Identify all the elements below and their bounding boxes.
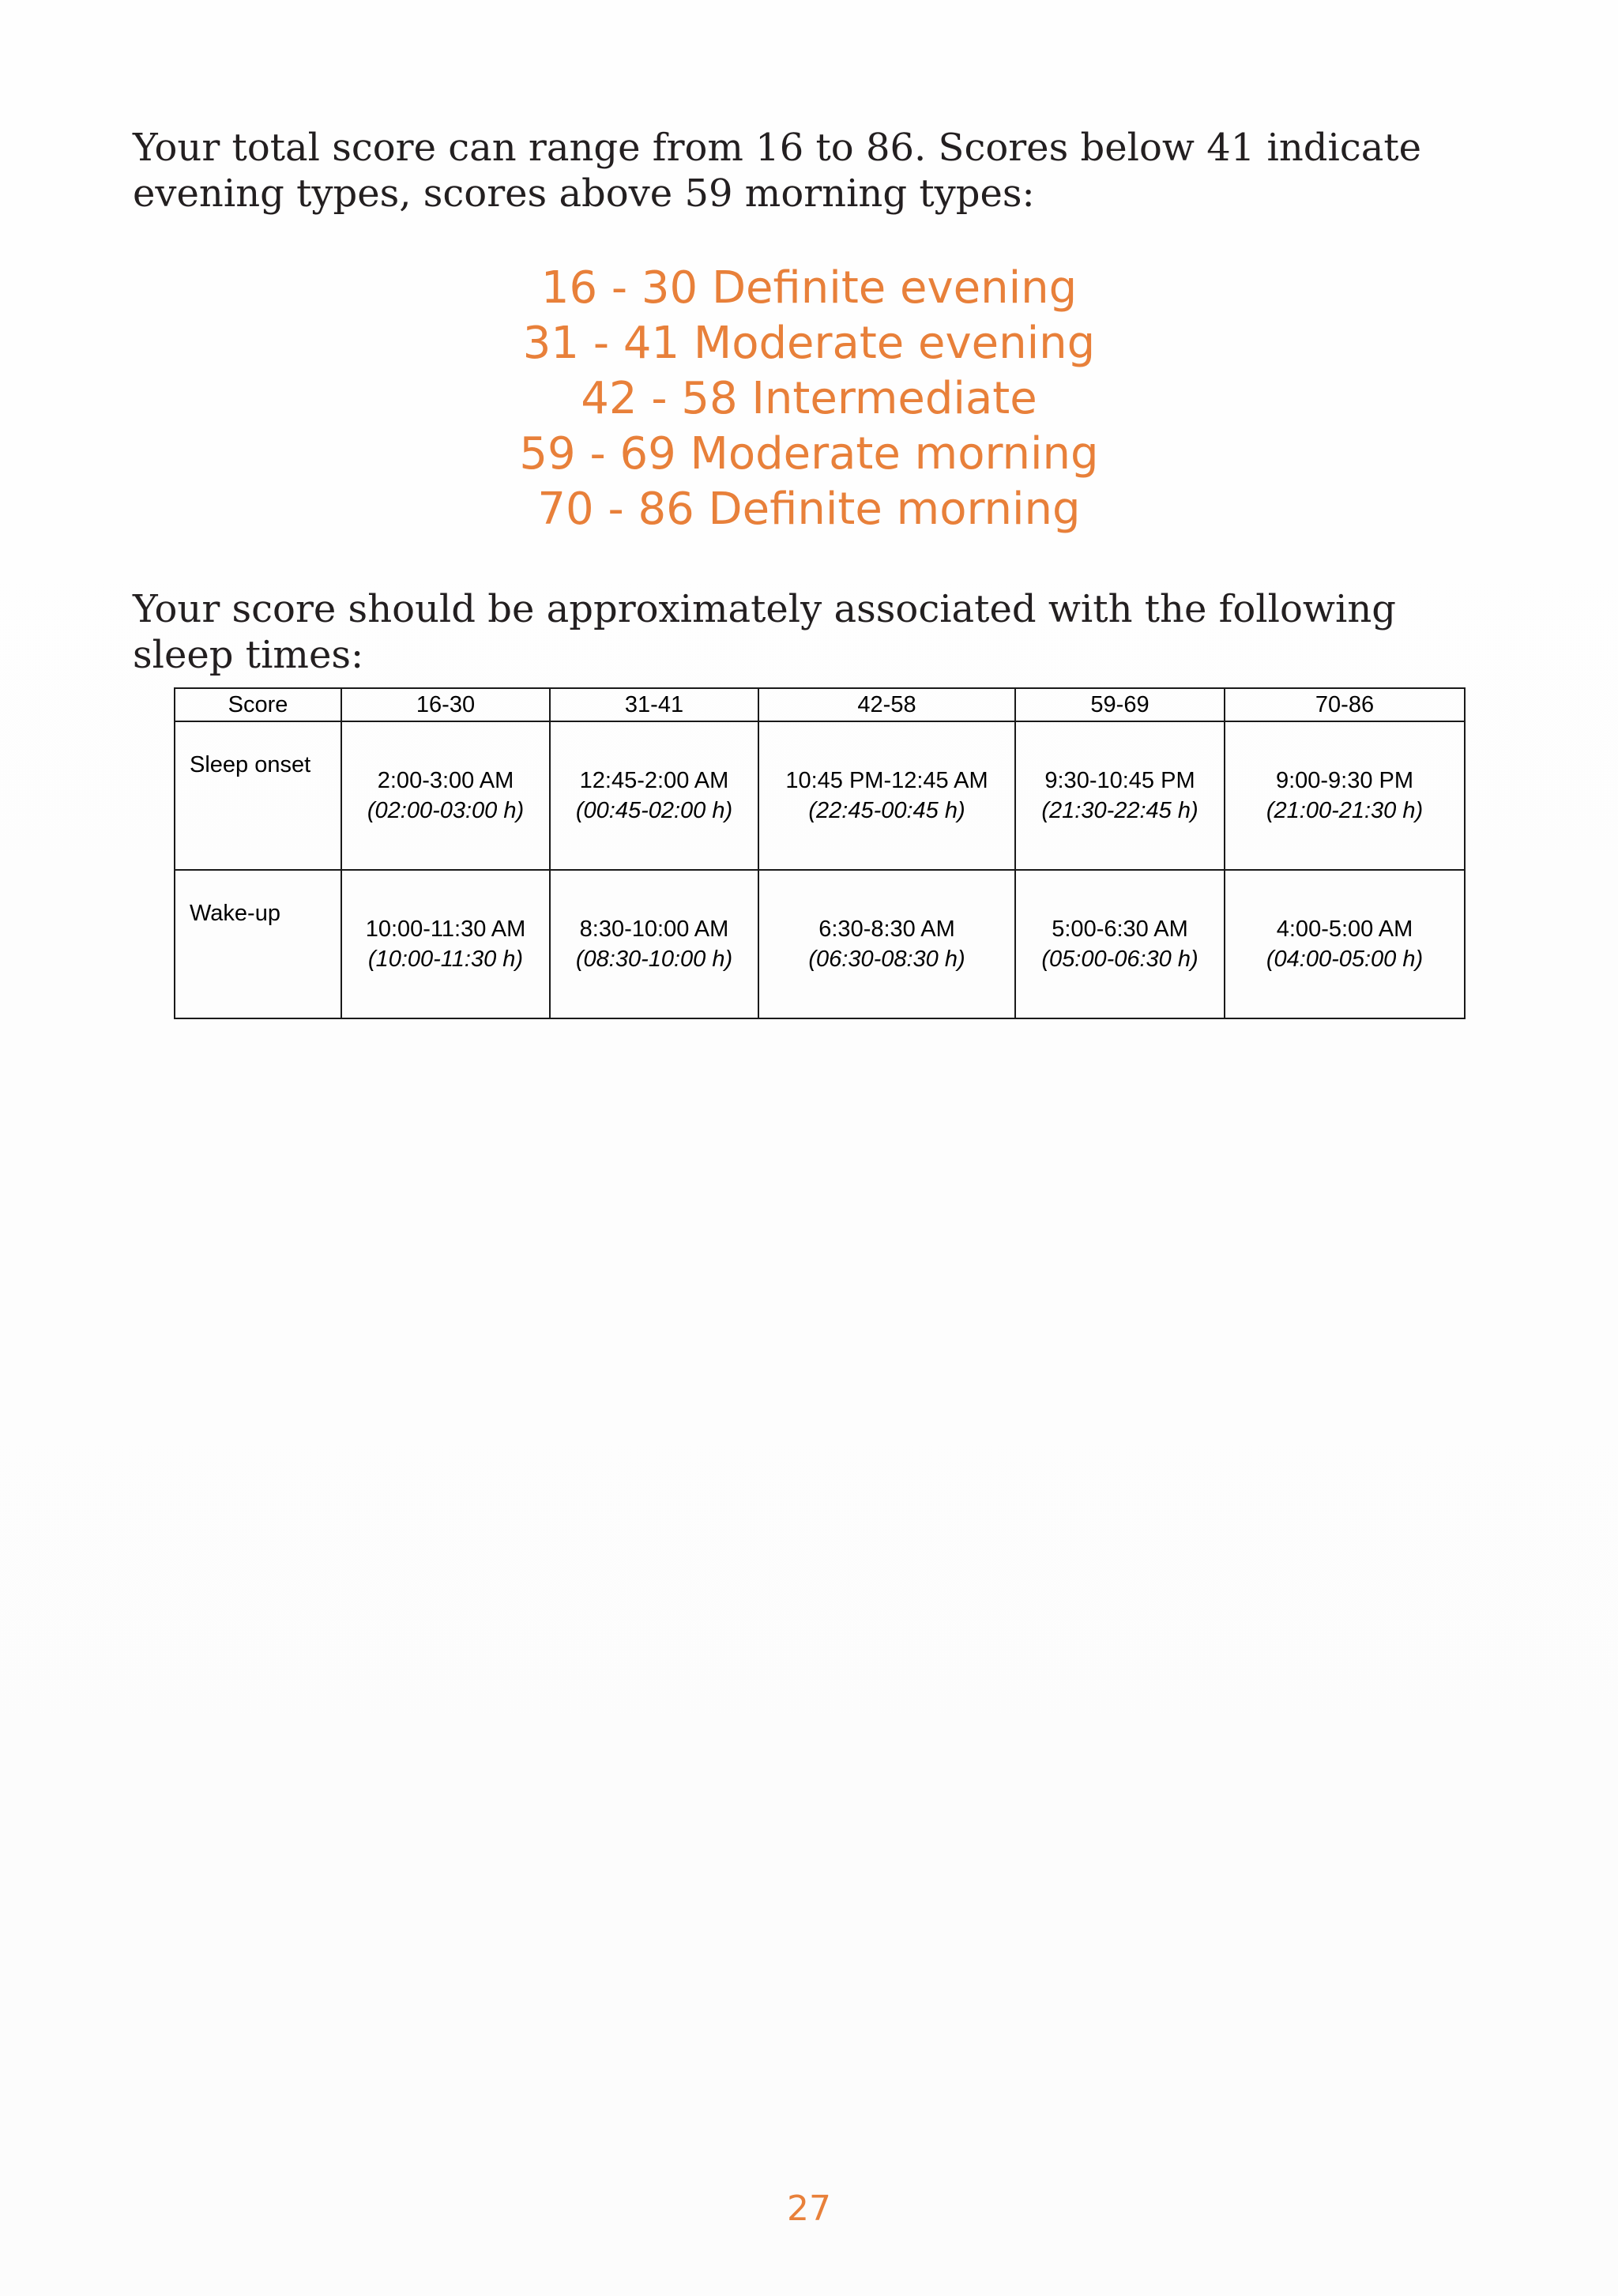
time-24h: (00:45-02:00 h) [575, 798, 733, 823]
score-range-item: 16 - 30 Definite evening [540, 262, 1078, 314]
score-range-item: 31 - 41 Moderate evening [522, 318, 1096, 369]
row-label: Wake-up [175, 870, 341, 1018]
time-12h: 10:00-11:30 AM [365, 917, 526, 942]
time-12h: 9:00-9:30 PM [1275, 768, 1414, 793]
sleep-times-paragraph: Your score should be approximately associated with the following sleep times: [133, 587, 1396, 677]
time-24h: (08:30-10:00 h) [575, 947, 733, 972]
table-header-row [175, 688, 1465, 721]
table-header-cell: 31-41 [550, 688, 758, 721]
time-12h: 10:45 PM-12:45 AM [785, 768, 988, 793]
table-row-sleep-onset [175, 721, 1465, 870]
table-row-wake-up [175, 870, 1465, 1018]
table-cell [1225, 721, 1465, 870]
table-cell [1015, 721, 1225, 870]
time-24h: (22:45-00:45 h) [808, 798, 965, 823]
time-12h: 4:00-5:00 AM [1276, 917, 1413, 942]
intro-paragraph: Your total score can range from 16 to 86. Scores below 41 indicate evening types, scores above 59 morning types: [133, 126, 1422, 216]
time-24h: (05:00-06:30 h) [1041, 947, 1198, 972]
time-24h: (04:00-05:00 h) [1266, 947, 1424, 972]
time-12h: 8:30-10:00 AM [579, 917, 729, 942]
table-cell [758, 721, 1015, 870]
table-header-cell: Score [175, 688, 341, 721]
score-range-item: 42 - 58 Intermediate [581, 373, 1037, 424]
score-range-item: 59 - 69 Moderate morning [519, 428, 1099, 480]
time-24h: (06:30-08:30 h) [808, 947, 965, 972]
time-12h: 5:00-6:30 AM [1052, 917, 1188, 942]
score-range-list [0, 261, 1618, 537]
table-cell [550, 870, 758, 1018]
table-cell [341, 721, 550, 870]
time-24h: (21:00-21:30 h) [1266, 798, 1424, 823]
table-cell [550, 721, 758, 870]
time-24h: (02:00-03:00 h) [367, 798, 525, 823]
time-12h: 12:45-2:00 AM [579, 768, 729, 793]
table-header-cell: 42-58 [758, 688, 1015, 721]
time-12h: 6:30-8:30 AM [818, 917, 955, 942]
page-number: 27 [787, 2189, 831, 2229]
table-cell [341, 870, 550, 1018]
time-12h: 2:00-3:00 AM [377, 768, 514, 793]
sleep-times-table [174, 687, 1466, 1019]
table-header-cell: 59-69 [1015, 688, 1225, 721]
row-label: Sleep onset [175, 721, 341, 870]
table-cell [758, 870, 1015, 1018]
table-cell [1225, 870, 1465, 1018]
time-24h: (21:30-22:45 h) [1041, 798, 1198, 823]
score-range-item: 70 - 86 Definite morning [537, 484, 1081, 535]
time-12h: 9:30-10:45 PM [1044, 768, 1195, 793]
table-header-cell: 16-30 [341, 688, 550, 721]
table-cell [1015, 870, 1225, 1018]
table-header-cell: 70-86 [1225, 688, 1465, 721]
time-24h: (10:00-11:30 h) [367, 947, 524, 972]
